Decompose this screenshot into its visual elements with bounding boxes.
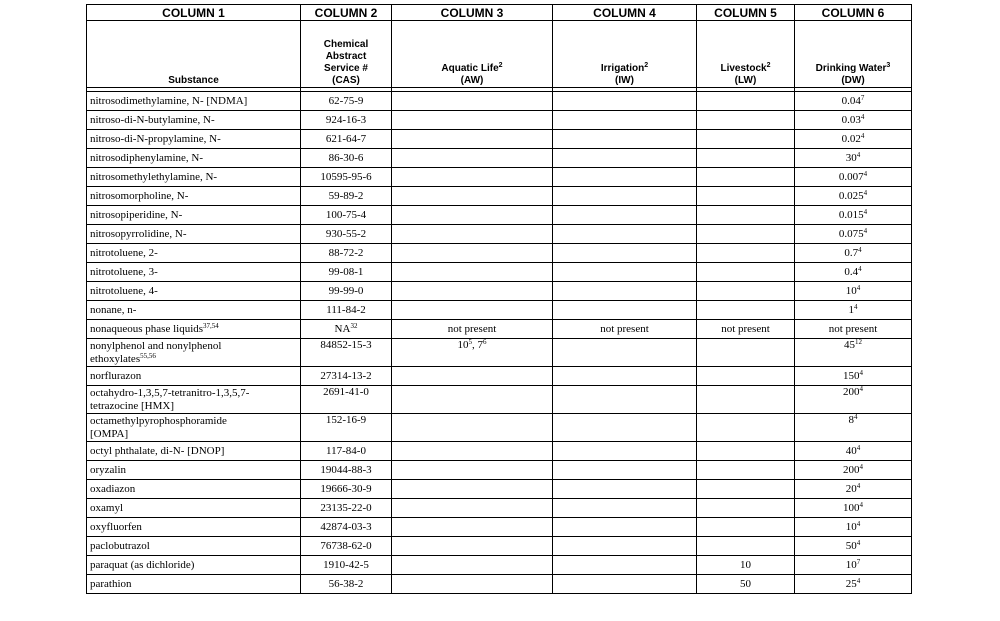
lw-cell [697,149,795,168]
column-label: COLUMN 6 [795,5,912,21]
table-row [87,556,912,575]
dw-cell [795,386,912,414]
substance-cell: nitroso-di-N-propylamine, N- [87,130,301,149]
footnote-ref: 3 [886,62,891,69]
substance-cell: nitrosopiperidine, N- [87,206,301,225]
aw-cell [392,225,553,244]
footnote-ref: 4 [863,226,868,235]
column-label: COLUMN 5 [697,5,795,21]
footnote-ref: 12 [855,338,862,346]
substance-cell: paclobutrazol [87,537,301,556]
substance-cell: nitrotoluene, 4- [87,282,301,301]
dw-cell [795,367,912,386]
iw-cell [553,575,697,594]
substance-name: [OMPA] [90,427,129,440]
header-text: (AW) [460,75,484,86]
dw-cell [795,480,912,499]
iw-cell [553,414,697,442]
substance-name: nonylphenol and nonylphenol [90,339,222,352]
dw-cell [795,518,912,537]
cas-cell: 56-38-2 [301,575,392,594]
cas-cell: 111-84-2 [301,301,392,320]
lw-cell [697,111,795,130]
dw-value: 0.015 [838,208,864,221]
lw-cell [697,339,795,367]
aw-cell [392,149,553,168]
dw-value: 200 [843,463,860,476]
dw-value: 100 [843,501,860,514]
substance-cell: nitrosodiphenylamine, N- [87,149,301,168]
footnote-ref: 37,54 [203,321,219,330]
table-row [87,339,912,367]
substance-cell: nitrosodimethylamine, N- [NDMA] [87,92,301,111]
footnote-ref: 4 [856,519,861,528]
table-row [87,92,912,111]
substance-cell [87,320,301,339]
dw-value: 0.02 [841,132,861,145]
iw-cell [553,480,697,499]
footnote-ref: 2 [498,62,503,69]
dw-value: 0.04 [841,94,861,107]
table-row [87,206,912,225]
table-row [87,386,912,414]
substance-cell: parathion [87,575,301,594]
footnote-ref: 2 [644,62,649,69]
aw-cell [392,518,553,537]
iw-cell [553,301,697,320]
lw-cell [697,537,795,556]
table-row [87,518,912,537]
header-text: Substance [168,75,219,86]
dw-value: 30 [845,151,857,164]
lw-cell [697,442,795,461]
lw-cell [697,187,795,206]
iw-cell [553,130,697,149]
table-row [87,301,912,320]
dw-cell [795,130,912,149]
aw-cell [392,367,553,386]
dw-value: 0.7 [844,246,859,259]
header-text: Service # [324,63,368,74]
footnote-ref: 4 [863,188,868,197]
table-row [87,480,912,499]
substance-cell: nitrosopyrrolidine, N- [87,225,301,244]
dw-value: 0.007 [838,170,864,183]
lw-cell: 10 [697,556,795,575]
cas-cell: 10595-95-6 [301,168,392,187]
iw-cell [553,556,697,575]
substance-name: octahydro-1,3,5,7-tetranitro-1,3,5,7- [90,386,250,399]
header-text: (DW) [841,75,865,86]
iw-cell [553,461,697,480]
dw-value: 10 [845,284,857,297]
dw-cell [795,206,912,225]
header-text: Chemical [323,39,369,50]
footnote-ref: 4 [858,245,862,254]
aw-cell [392,480,553,499]
table-row [87,244,912,263]
footnote-ref: 4 [859,500,863,509]
dw-cell [795,499,912,518]
cas-cell: 19666-30-9 [301,480,392,499]
lw-cell [697,130,795,149]
standards-table [86,4,912,594]
table-row [87,225,912,244]
dw-value: 0.03 [841,113,861,126]
substance-cell: octyl phthalate, di-N- [DNOP] [87,442,301,461]
dw-cell [795,282,912,301]
drinking-water-header [795,21,912,88]
aw-cell [392,282,553,301]
dw-value: 0.025 [838,189,864,202]
footnote-ref: 4 [859,368,863,377]
column-label: COLUMN 1 [87,5,301,21]
aw-cell [392,386,553,414]
footnote-ref: 4 [860,112,865,121]
dw-cell [795,442,912,461]
iw-cell [553,339,697,367]
aw-cell [392,537,553,556]
substance-name: nonaqueous phase liquids [90,322,204,335]
dw-value: 50 [845,539,857,552]
dw-value: 10 [845,558,857,571]
lw-cell [697,244,795,263]
cas-cell: 2691-41-0 [301,386,392,414]
aw-cell [392,442,553,461]
cas-cell [301,320,392,339]
iw-cell [553,537,697,556]
dw-value: 0.4 [844,265,859,278]
iw-cell [553,282,697,301]
footnote-ref: 4 [859,462,863,471]
footnote-ref: 32 [350,321,358,330]
dw-cell [795,111,912,130]
header-text: Aquatic Life [441,63,499,74]
footnote-ref: 4 [860,131,865,140]
cas-cell: 59-89-2 [301,187,392,206]
lw-cell [697,282,795,301]
table-row [87,187,912,206]
lw-cell [697,461,795,480]
header-text: Abstract [325,51,367,62]
lw-cell [697,206,795,225]
substance-name: tetrazocine [HMX] [90,399,174,412]
header-text: Irrigation [600,63,645,74]
lw-cell [697,499,795,518]
footnote-ref: 7 [860,93,865,102]
substance-cell: oxadiazon [87,480,301,499]
substance-cell [87,414,301,442]
cas-cell: 99-99-0 [301,282,392,301]
iw-cell [553,225,697,244]
cas-value: NA [334,322,351,335]
cas-cell: 76738-62-0 [301,537,392,556]
iw-cell [553,244,697,263]
cas-cell: 117-84-0 [301,442,392,461]
column-label: COLUMN 4 [553,5,697,21]
lw-cell [697,414,795,442]
dw-cell: not present [795,320,912,339]
dw-cell [795,556,912,575]
iw-cell [553,92,697,111]
dw-value: 0.075 [838,227,864,240]
iw-cell [553,367,697,386]
table-row [87,414,912,442]
aw-cell [392,111,553,130]
dw-cell [795,168,912,187]
cas-cell: 84852-15-3 [301,339,392,367]
substance-cell: nitrotoluene, 2- [87,244,301,263]
aw-cell [392,461,553,480]
dw-value: 20 [845,482,857,495]
lw-cell [697,225,795,244]
table-row [87,168,912,187]
iw-cell [553,263,697,282]
footnote-ref: 4 [859,385,863,393]
footnote-ref: 4 [858,264,862,273]
header-text: (CAS) [332,75,360,86]
lw-cell [697,367,795,386]
iw-cell [553,187,697,206]
substance-cell: oxamyl [87,499,301,518]
substance-cell [87,339,301,367]
footnote-ref: 4 [856,283,861,292]
header-text: Livestock [720,63,767,74]
lw-cell [697,263,795,282]
lw-cell [697,168,795,187]
iw-cell [553,111,697,130]
lw-cell [697,480,795,499]
cas-cell: 621-64-7 [301,130,392,149]
aw-value: 7 [477,339,483,351]
dw-cell [795,225,912,244]
footnote-ref: 4 [863,207,868,216]
dw-cell [795,575,912,594]
aw-cell: not present [392,320,553,339]
iw-cell [553,499,697,518]
dw-cell [795,414,912,442]
substance-cell: nitroso-di-N-butylamine, N- [87,111,301,130]
dw-value: 10 [845,520,857,533]
cas-cell: 19044-88-3 [301,461,392,480]
lw-cell [697,301,795,320]
table-row [87,320,912,339]
cas-cell: 1910-42-5 [301,556,392,575]
footnote-ref: 2 [766,62,771,69]
cas-cell: 27314-13-2 [301,367,392,386]
irrigation-header [553,21,697,88]
table-row [87,461,912,480]
table-row [87,263,912,282]
substance-cell: paraquat (as dichloride) [87,556,301,575]
cas-cell: 86-30-6 [301,149,392,168]
dw-cell [795,149,912,168]
lw-cell: 50 [697,575,795,594]
dw-cell [795,537,912,556]
aw-cell [392,92,553,111]
table-row [87,367,912,386]
column-header-row [87,21,912,88]
iw-cell: not present [553,320,697,339]
cas-header [301,21,392,88]
footnote-ref: 4 [854,302,858,311]
dw-value: 45 [844,339,855,351]
lw-cell [697,518,795,537]
dw-cell [795,301,912,320]
substance-cell: oxyfluorfen [87,518,301,537]
substance-cell: nitrosomethylethylamine, N- [87,168,301,187]
footnote-ref: 7 [856,557,861,566]
header-text: Drinking Water [815,63,887,74]
iw-cell [553,518,697,537]
aw-cell [392,168,553,187]
header-text: (LW) [734,75,757,86]
table-row [87,130,912,149]
footnote-ref: 4 [856,443,861,452]
aw-cell [392,130,553,149]
dw-cell [795,187,912,206]
footnote-ref: 4 [856,481,861,490]
substance-cell: nonane, n- [87,301,301,320]
aw-cell [392,263,553,282]
aw-cell [392,206,553,225]
table-row [87,575,912,594]
iw-cell [553,206,697,225]
lw-cell [697,92,795,111]
footnote-ref: 4 [856,576,861,585]
substance-cell: nitrotoluene, 3- [87,263,301,282]
substance-cell: nitrosomorpholine, N- [87,187,301,206]
iw-cell [553,168,697,187]
cas-cell: 924-16-3 [301,111,392,130]
dw-cell [795,263,912,282]
footnote-ref: 4 [854,413,858,421]
footnote-ref: 5 [468,338,472,346]
substance-cell [87,386,301,414]
substance-cell: oryzalin [87,461,301,480]
column-label: COLUMN 3 [392,5,553,21]
dw-value: 8 [848,414,854,426]
aw-cell [392,414,553,442]
livestock-header [697,21,795,88]
dw-value: 25 [845,577,857,590]
lw-cell [697,386,795,414]
dw-value: 150 [843,369,860,382]
cas-cell: 42874-03-3 [301,518,392,537]
dw-value: 1 [848,303,854,316]
dw-value: 200 [843,386,860,398]
table-row [87,442,912,461]
cas-cell: 99-08-1 [301,263,392,282]
dw-cell [795,92,912,111]
iw-cell [553,149,697,168]
footnote-ref: 4 [856,538,861,547]
aw-cell [392,244,553,263]
aw-cell [392,499,553,518]
cas-cell: 152-16-9 [301,414,392,442]
cas-cell: 930-55-2 [301,225,392,244]
substance-name: octamethylpyrophosphoramide [90,414,227,427]
table-row [87,499,912,518]
aw-value: 10 [457,339,469,351]
dw-cell [795,244,912,263]
cas-cell: 88-72-2 [301,244,392,263]
iw-cell [553,442,697,461]
aw-cell [392,575,553,594]
column-number-row [87,5,912,21]
table-row [87,537,912,556]
cas-cell: 23135-22-0 [301,499,392,518]
aquatic-life-header [392,21,553,88]
cas-cell: 62-75-9 [301,92,392,111]
cas-cell: 100-75-4 [301,206,392,225]
aw-cell [392,187,553,206]
dw-value: 40 [845,444,857,457]
substance-name: ethoxylates [90,352,141,365]
dw-cell [795,339,912,367]
footnote-ref: 55,56 [140,351,156,360]
value-separator: , [472,339,478,351]
aw-cell [392,301,553,320]
aw-cell [392,556,553,575]
table-row [87,282,912,301]
aw-cell [392,339,553,367]
footnote-ref: 4 [863,169,868,178]
substance-cell: norflurazon [87,367,301,386]
dw-cell [795,461,912,480]
footnote-ref: 4 [856,150,861,159]
footnote-ref: 6 [483,338,487,346]
table-row [87,111,912,130]
table-row [87,149,912,168]
substance-header [87,21,301,88]
column-label: COLUMN 2 [301,5,392,21]
iw-cell [553,386,697,414]
lw-cell: not present [697,320,795,339]
header-text: (IW) [615,75,634,86]
